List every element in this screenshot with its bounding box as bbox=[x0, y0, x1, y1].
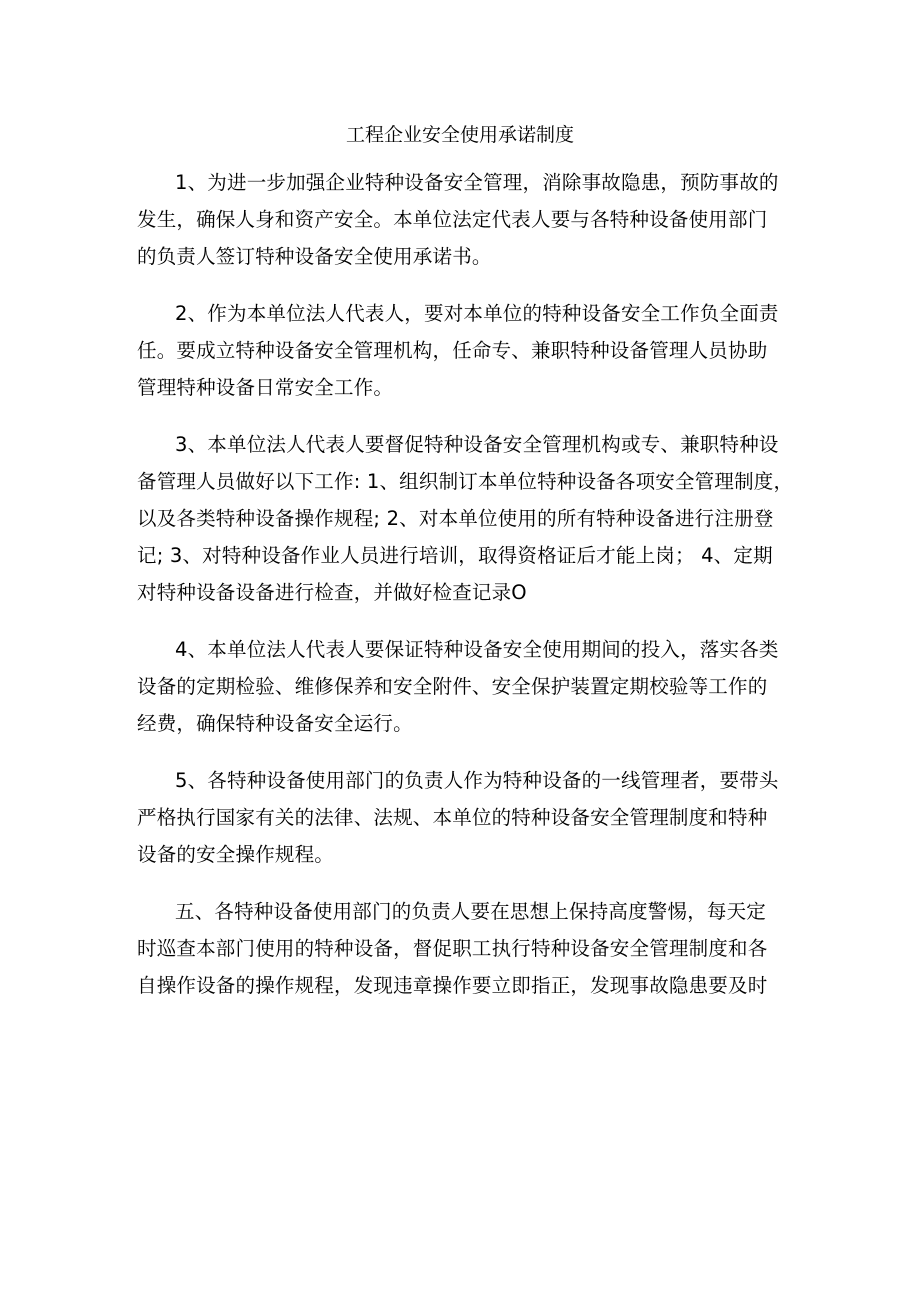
document-title: 工程企业安全使用承诺制度 bbox=[345, 124, 574, 146]
paragraph-4 bbox=[137, 631, 797, 742]
paragraph-3 bbox=[137, 426, 797, 611]
paragraph-line: 以及各类特种设备操作规程; 2、对本单位使用的所有特种设备进行注册登 bbox=[137, 507, 774, 530]
paragraph-line: 对特种设备设备进行检查，并做好检查记录O bbox=[137, 581, 527, 604]
paragraph-6 bbox=[137, 893, 797, 1004]
document-body bbox=[137, 164, 797, 1024]
paragraph-line: 经费，确保特种设备安全运行。 bbox=[137, 712, 413, 735]
paragraph-line: 的负责人签订特种设备安全使用承诺书。 bbox=[137, 245, 492, 268]
paragraph-line: 2、作为本单位法人代表人，要对本单位的特种设备安全工作负全面责 bbox=[175, 302, 779, 325]
paragraph-line: 自操作设备的操作规程，发现违章操作要立即指正，发现事故隐患要及时 bbox=[137, 974, 768, 997]
paragraph-line: 4、本单位法人代表人要保证特种设备安全使用期间的投入，落实各类 bbox=[175, 638, 779, 661]
paragraph-line: 五、各特种设备使用部门的负责人要在思想上保持高度警惕，每天定 bbox=[175, 900, 767, 923]
paragraph-line: 发生，确保人身和资产安全。本单位法定代表人要与各特种设备使用部门 bbox=[137, 208, 768, 231]
paragraph-line: 严格执行国家有关的法律、法规、本单位的特种设备安全管理制度和特种 bbox=[137, 806, 768, 829]
paragraph-5 bbox=[137, 762, 797, 873]
paragraph-line: 备管理人员做好以下工作: 1、组织制订本单位特种设备各项安全管理制度， bbox=[137, 470, 794, 493]
paragraph-line: 记; 3、对特种设备作业人员进行培训，取得资格证后才能上岗； 4、定期 bbox=[137, 544, 773, 567]
paragraph-line: 时巡查本部门使用的特种设备，督促职工执行特种设备安全管理制度和各 bbox=[137, 937, 768, 960]
paragraph-line: 设备的定期检验、维修保养和安全附件、安全保护装置定期校验等工作的 bbox=[137, 675, 768, 698]
paragraph-1 bbox=[137, 164, 797, 275]
paragraph-line: 设备的安全操作规程。 bbox=[137, 843, 335, 866]
paragraph-2 bbox=[137, 295, 797, 406]
paragraph-line: 管理特种设备日常安全工作。 bbox=[137, 376, 394, 399]
paragraph-line: 3、本单位法人代表人要督促特种设备安全管理机构或专、兼职特种设 bbox=[175, 433, 779, 456]
paragraph-line: 1、为进一步加强企业特种设备安全管理，消除事故隐患，预防事故的 bbox=[175, 171, 779, 194]
paragraph-line: 任。要成立特种设备安全管理机构，任命专、兼职特种设备管理人员协助 bbox=[137, 339, 768, 362]
paragraph-line: 5、各特种设备使用部门的负责人作为特种设备的一线管理者，要带头 bbox=[175, 769, 779, 792]
